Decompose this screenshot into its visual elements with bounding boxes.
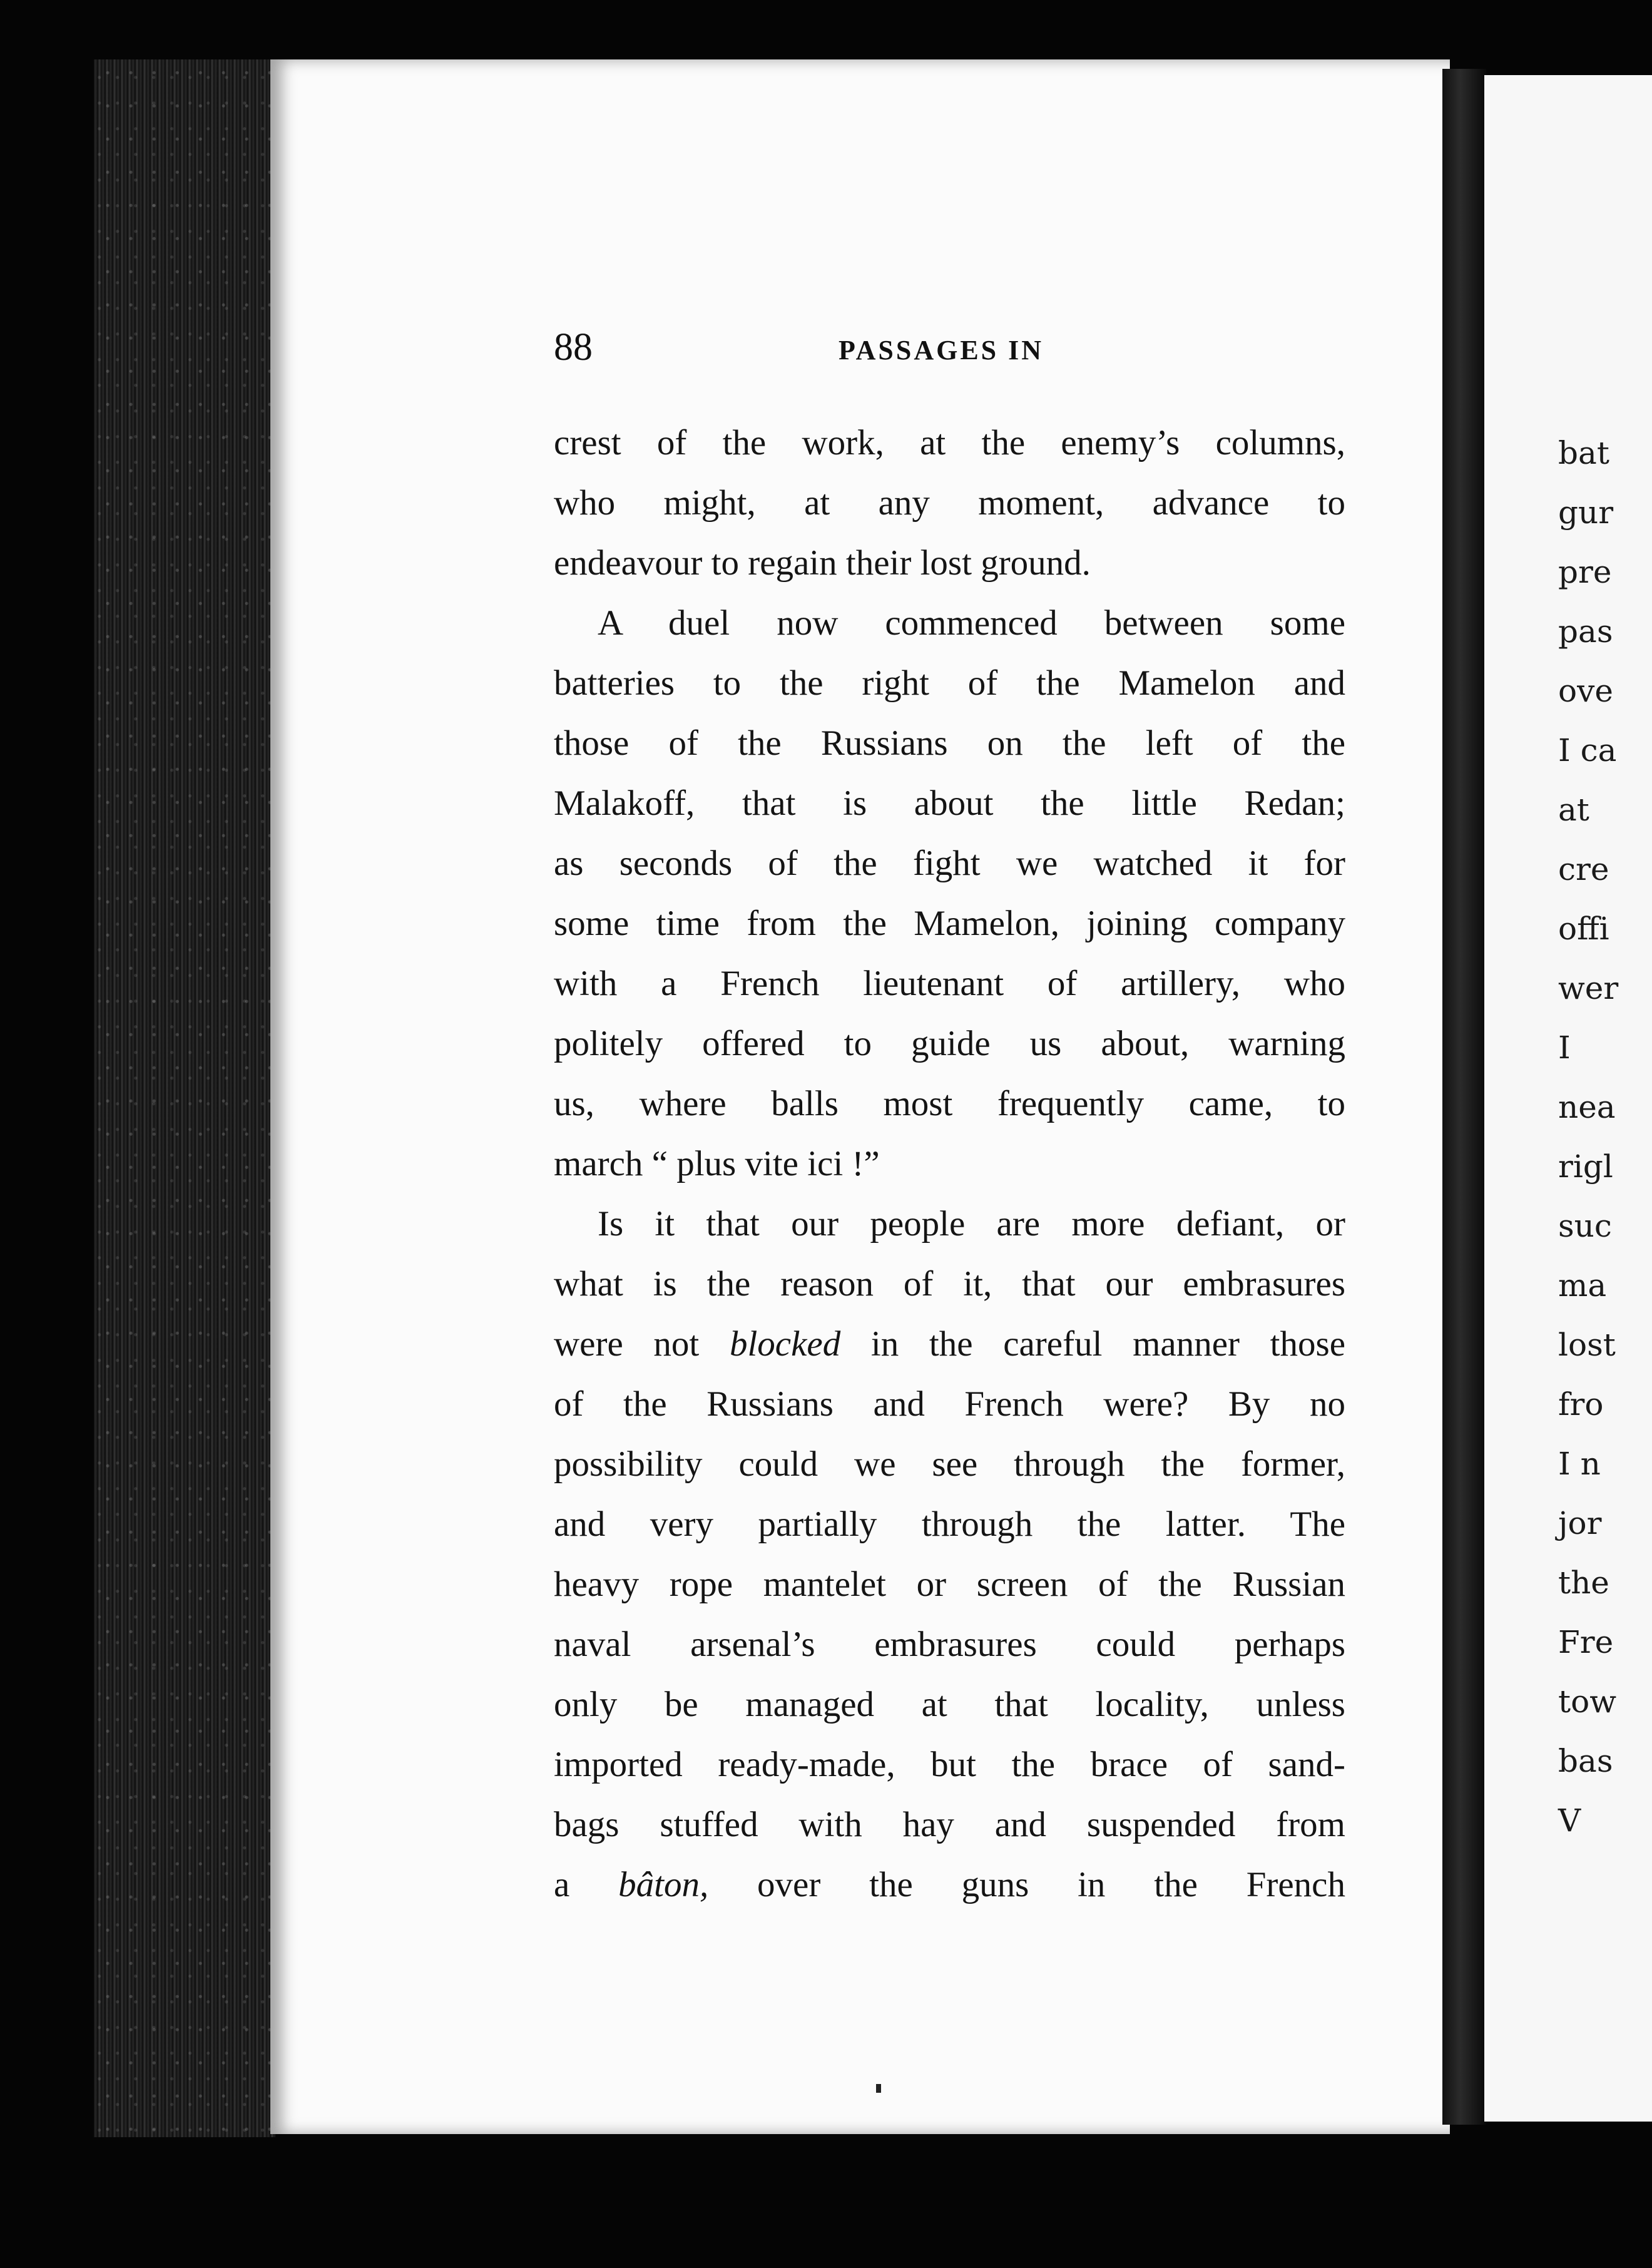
text-line: possibility could we see through the former, (554, 1444, 1345, 1484)
page-body (554, 413, 1345, 1915)
facing-line: fro (1558, 1386, 1604, 1423)
text-line: those of the Russians on the left of the (554, 723, 1345, 763)
facing-line: bas (1558, 1743, 1613, 1779)
facing-line: cre (1558, 851, 1609, 887)
text-line: what is the reason of it, that our embrasures (554, 1264, 1345, 1304)
text-run: in the careful manner those (840, 1324, 1345, 1364)
running-head: PASSAGES IN (839, 335, 1044, 365)
facing-line: tow (1558, 1683, 1616, 1720)
facing-line: pas (1558, 613, 1613, 650)
facing-line: V (1558, 1802, 1581, 1839)
text-line: politely offered to guide us about, warning (554, 1024, 1345, 1063)
facing-line: Fre (1558, 1624, 1614, 1660)
facing-page (1484, 75, 1652, 2122)
text-line: with a French lieutenant of artillery, who (554, 964, 1345, 1003)
facing-line: I (1558, 1029, 1571, 1066)
text-run: were not (554, 1324, 730, 1364)
text-line: us, where balls most frequently came, to (554, 1084, 1345, 1123)
print-speck (876, 2084, 881, 2093)
text-line: only be managed at that locality, unless (554, 1685, 1345, 1724)
text-line: endeavour to regain their lost ground. (554, 543, 1091, 583)
text-line: who might, at any moment, advance to (554, 483, 1345, 523)
facing-line: bat (1558, 435, 1609, 471)
italic-word: bâton, (618, 1865, 709, 1904)
text-line: Is it that our people are more defiant, or (598, 1204, 1345, 1244)
facing-line: gur (1558, 494, 1614, 531)
facing-line: offi (1558, 911, 1609, 947)
text-line: imported ready-made, but the brace of sand- (554, 1745, 1345, 1784)
book-gutter (1442, 69, 1486, 2125)
page-number: 88 (554, 326, 593, 369)
facing-line: jor (1558, 1505, 1602, 1541)
text-line: march “ plus vite ici !” (554, 1144, 880, 1183)
text-line: Malakoff, that is about the little Redan; (554, 784, 1345, 823)
facing-line: the (1558, 1565, 1609, 1601)
text-line (554, 1855, 1345, 1915)
facing-line: rigl (1558, 1148, 1613, 1185)
facing-line: lost (1558, 1327, 1616, 1363)
facing-line: pre (1558, 554, 1612, 590)
page-header (554, 325, 1342, 375)
facing-line: I ca (1558, 732, 1617, 769)
text-line: crest of the work, at the enemy’s columns, (554, 423, 1345, 462)
facing-line: I n (1558, 1446, 1601, 1482)
italic-word: blocked (729, 1324, 841, 1364)
text-line: of the Russians and French were? By no (554, 1384, 1345, 1424)
facing-line: wer (1558, 970, 1619, 1006)
text-run: a (554, 1865, 619, 1904)
text-line: heavy rope mantelet or screen of the Russian (554, 1565, 1345, 1604)
text-line: bags stuffed with hay and suspended from (554, 1805, 1345, 1844)
book-edge (94, 59, 275, 2137)
text-line: batteries to the right of the Mamelon and (554, 663, 1345, 703)
facing-line: ove (1558, 673, 1613, 709)
facing-line: nea (1558, 1089, 1616, 1125)
facing-line: ma (1558, 1267, 1607, 1304)
text-line: as seconds of the fight we watched it for (554, 844, 1345, 883)
text-line (554, 1314, 1345, 1374)
text-line: and very partially through the latter. The (554, 1504, 1345, 1544)
text-line: naval arsenal’s embrasures could perhaps (554, 1625, 1345, 1664)
facing-line: at (1558, 792, 1589, 828)
facing-line: suc (1558, 1208, 1612, 1244)
text-line: A duel now commenced between some (598, 603, 1345, 643)
text-run: over the guns in the French (708, 1865, 1345, 1904)
text-line: some time from the Mamelon, joining company (554, 904, 1345, 943)
